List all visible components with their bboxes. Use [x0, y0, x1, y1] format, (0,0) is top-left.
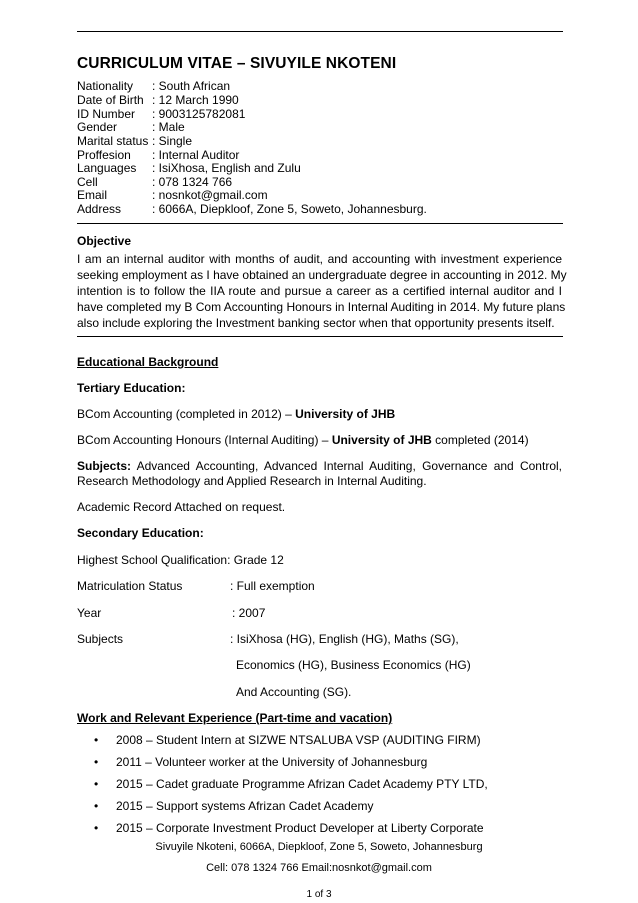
footer-address: Sivuyile Nkoteni, 6066A, Diepkloof, Zone 5, Soweto, Johannesburg — [155, 841, 483, 853]
subjects-line — [77, 459, 562, 473]
bcom-text: BCom Accounting (completed in 2012) – — [77, 407, 296, 421]
objective-line: I am an internal auditor with months of audit, and accounting with investment experience — [77, 252, 562, 266]
personal-value: : Male — [152, 120, 185, 134]
personal-value: : 12 March 1990 — [152, 93, 239, 107]
work-item: 2015 – Corporate Investment Product Developer at Liberty Corporate — [116, 821, 484, 835]
matric-value: : Full exemption — [230, 579, 315, 593]
year-value: : 2007 — [232, 606, 266, 620]
personal-label: Proffesion — [77, 148, 131, 162]
objective-line: have completed my B Com Accounting Honours in Internal Auditing in 2014. My future plans — [77, 300, 566, 314]
secondary-heading: Secondary Education: — [77, 526, 204, 540]
subjects-text: Advanced Accounting, Advanced Internal Auditing, Governance and Control, — [131, 459, 562, 473]
objective-line: intention is to follow the IIA route and pursue a career as a certified internal auditor and I — [77, 284, 562, 298]
work-item: 2015 – Cadet graduate Programme Afrizan Cadet Academy PTY LTD, — [116, 777, 488, 791]
personal-label: Gender — [77, 120, 118, 134]
honours-line — [77, 433, 529, 447]
personal-value: : South African — [152, 79, 231, 93]
footer-contact: Cell: 078 1324 766 Email:nosnkot@gmail.com — [206, 862, 432, 874]
personal-label: Email — [77, 188, 108, 202]
bcom-line — [77, 407, 395, 421]
bullet-icon: • — [94, 733, 99, 747]
section-rule — [77, 223, 563, 224]
tertiary-heading: Tertiary Education: — [77, 381, 186, 395]
personal-value: : Internal Auditor — [152, 148, 240, 162]
work-item: 2008 – Student Intern at SIZWE NTSALUBA VSP (AUDITING FIRM) — [116, 733, 481, 747]
honours-text: BCom Accounting Honours (Internal Auditing) – — [77, 433, 332, 447]
secondary-subjects-label: Subjects — [77, 632, 124, 646]
work-item: 2011 – Volunteer worker at the University of Johannesburg — [116, 755, 428, 769]
personal-value: : 078 1324 766 — [152, 175, 233, 189]
subjects-label: Subjects: — [77, 459, 132, 473]
secondary-subjects-value: : IsiXhosa (HG), English (HG), Maths (SG), — [230, 632, 459, 646]
subjects-line-2: Research Methodology and Applied Research in Internal Auditing. — [77, 474, 427, 488]
objective-line: also include exploring the Investment banking sector when that opportunity presents itself. — [77, 316, 555, 330]
top-rule — [77, 31, 563, 32]
bullet-icon: • — [94, 755, 99, 769]
page-number: 1 of 3 — [306, 889, 332, 900]
personal-label: Cell — [77, 175, 98, 189]
personal-value: : 9003125782081 — [152, 107, 246, 121]
objective-heading: Objective — [77, 234, 132, 248]
secondary-subjects-value: Economics (HG), Business Economics (HG) — [236, 658, 471, 672]
personal-value: : IsiXhosa, English and Zulu — [152, 161, 301, 175]
education-heading: Educational Background — [77, 355, 219, 369]
bullet-icon: • — [94, 777, 99, 791]
personal-label: Languages — [77, 161, 137, 175]
highest-qualification: Highest School Qualification: Grade 12 — [77, 553, 284, 567]
personal-value: : Single — [152, 134, 193, 148]
personal-label: Address — [77, 202, 122, 216]
honours-completed: completed (2014) — [431, 433, 529, 447]
honours-university: University of JHB — [331, 433, 432, 447]
matric-label: Matriculation Status — [77, 579, 183, 593]
work-item: 2015 – Support systems Afrizan Cadet Academy — [116, 799, 374, 813]
bullet-icon: • — [94, 821, 99, 835]
work-heading: Work and Relevant Experience (Part-time and vacation) — [77, 711, 393, 725]
cv-title: CURRICULUM VITAE – SIVUYILE NKOTENI — [77, 55, 397, 72]
personal-label: Date of Birth — [77, 93, 144, 107]
personal-value: : nosnkot@gmail.com — [152, 188, 268, 202]
section-rule — [77, 336, 563, 337]
bcom-university: University of JHB — [295, 407, 396, 421]
secondary-subjects-value: And Accounting (SG). — [236, 685, 352, 699]
academic-record: Academic Record Attached on request. — [77, 500, 286, 514]
bullet-icon: • — [94, 799, 99, 813]
personal-label: Nationality — [77, 79, 134, 93]
personal-label: Marital status — [77, 134, 149, 148]
personal-label: ID Number — [77, 107, 136, 121]
objective-line: seeking employment as I have obtained an undergraduate degree in accounting in 2012. My — [77, 268, 567, 282]
personal-value: : 6066A, Diepkloof, Zone 5, Soweto, Johannesburg. — [152, 202, 427, 216]
year-label: Year — [77, 606, 102, 620]
